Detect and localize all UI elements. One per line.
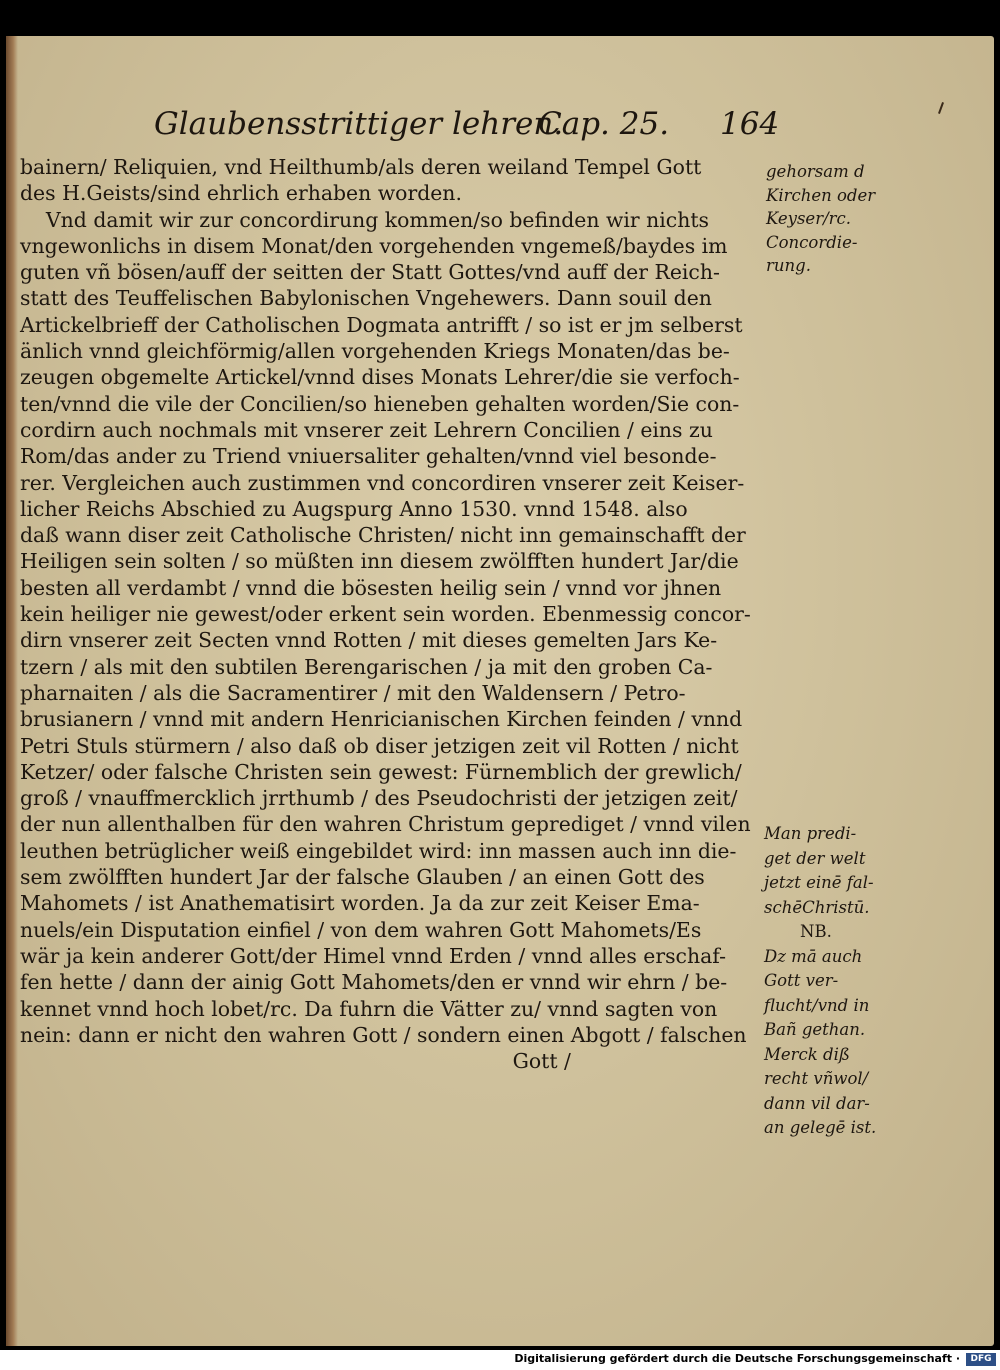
text-line: Petri Stuls stürmern / also daß ob diser jetzigen zeit vil Rotten / nicht (20, 733, 739, 758)
text-line: brusianern / vnnd mit andern Henricianischen Kirchen feinden / vnnd (20, 707, 743, 732)
margin-note-line: an gelegē ist. (764, 1118, 877, 1137)
text-line: Heiligen sein solten / so müßten inn diesem zwölfften hundert Jar/die (20, 549, 739, 574)
text-line: zeugen obgemelte Artickel/vnnd dises Monats Lehrer/die sie verfoch- (20, 365, 740, 390)
page-binding-edge (6, 36, 18, 1346)
text-line: licher Reichs Abschied zu Augspurg Anno 1530. vnnd 1548. also (20, 496, 688, 521)
page-number: 164 (720, 106, 780, 142)
margin-note-line: Kirchen oder (766, 185, 876, 205)
margin-note-bottom (764, 822, 876, 1141)
margin-note-line: Dz mā auch (764, 946, 863, 966)
text-line: sem zwölfften hundert Jar der falsche Glauben / an einen Gott des (20, 865, 705, 890)
text-line: bainern/ Reliquien, vnd Heilthumb/als deren weiland Tempel Gott (20, 155, 702, 179)
margin-note-line: flucht/vnd in (764, 995, 870, 1015)
text-line: daß wann diser zeit Catholische Christen/ nicht inn gemainschafft der (20, 523, 746, 548)
text-line: leuthen betrüglicher weiß eingebildet wird: inn massen auch inn die- (20, 838, 737, 863)
text-line: Ketzer/ oder falsche Christen sein gewest: Fürnemblich der grewlich/ (20, 759, 742, 784)
funding-credit: Digitalisierung gefördert durch die Deutsche Forschungsgemeinschaft · (514, 1352, 960, 1365)
text-line: wär ja kein anderer Gott/der Himel vnnd Erden / vnnd alles erschaf- (20, 943, 726, 968)
text-line: tzern / als mit den subtilen Berengarischen / ja mit den groben Ca- (20, 654, 713, 679)
text-line: kein heiliger nie gewest/oder erkent sein worden. Ebenmessig concor- (20, 602, 751, 627)
text-line: änlich vnnd gleichförmig/allen vorgehenden Kriegs Monaten/das be- (20, 339, 730, 364)
margin-note-line: Gott ver- (764, 971, 839, 990)
running-title: Glaubensstrittiger lehren. (154, 106, 564, 142)
margin-note-line: Merck diß (764, 1044, 850, 1064)
margin-note-line: dann vil dar- (764, 1093, 870, 1113)
text-line: besten all verdambt / vnnd die bösesten heilig sein / vnnd vor jhnen (20, 575, 722, 600)
text-line: ten/vnnd die vile der Concilien/so hieneben gehalten worden/Sie con- (20, 391, 740, 416)
text-line: Artickelbrieff der Catholischen Dogmata antrifft / so ist er jm selberst (20, 312, 743, 337)
text-line: Rom/das ander zu Triend vniuersaliter gehalten/vnnd viel besonde- (20, 444, 717, 469)
text-line: cordirn auch nochmals mit vnserer zeit Lehrern Concilien / eins zu (20, 417, 713, 442)
footer-bar (0, 1350, 1000, 1370)
margin-note-line: jetzt einē fal- (764, 873, 874, 892)
margin-note-line: schēChristū. (764, 897, 870, 917)
text-line: dirn vnserer zeit Secten vnnd Rotten / mit dieses gemelten Jars Ke- (20, 628, 718, 653)
text-line: der nun allenthalben für den wahren Christum geprediget / vnnd vilen (20, 812, 751, 837)
text-line: des H.Geists/sind ehrlich erhaben worden. (20, 181, 462, 206)
text-line: kennet vnnd hoch lobet/rc. Da fuhrn die Vätter zu/ vnnd sagten von (20, 996, 718, 1021)
chapter-label: Cap. 25. (538, 106, 670, 142)
text-line: rer. Vergleichen auch zustimmen vnd concordiren vnserer zeit Keiser- (20, 470, 745, 495)
dfg-logo: DFG (966, 1353, 996, 1366)
running-header (6, 106, 994, 156)
margin-note-line: Man predi- (764, 824, 857, 843)
margin-note-line: gehorsam d (766, 162, 865, 181)
margin-note-line: recht vñwol/ (764, 1069, 869, 1088)
book-page (6, 36, 994, 1346)
text-line: vngewonlichs in disem Monat/den vorgehenden vngemeß/baydes im (20, 233, 728, 258)
text-line: fen hette / dann der ainig Gott Mahomets/den er vnnd wir ehrn / be- (20, 970, 728, 995)
margin-note-line: Keyser/rc. (766, 209, 852, 228)
margin-note-line: Concordie- (766, 232, 858, 252)
body-text (20, 154, 778, 1074)
text-line: statt des Teuffelischen Babylonischen Vngehewers. Dann souil den (20, 286, 712, 311)
margin-note-top (766, 160, 875, 278)
text-line: nein: dann er nicht den wahren Gott / sondern einen Abgott / falschen (20, 1022, 747, 1047)
margin-note-line: rung. (766, 256, 811, 275)
margin-note-line: get der welt (764, 848, 866, 868)
text-line: nuels/ein Disputation einfiel / von dem wahren Gott Mahomets/Es (20, 917, 702, 942)
text-line: pharnaiten / als die Sacramentirer / mit den Waldensern / Petro- (20, 680, 686, 705)
text-line: Mahomets / ist Anathematisirt worden. Ja da zur zeit Keiser Ema- (20, 891, 700, 916)
text-line: Gott / (20, 1049, 571, 1074)
margin-note-line: Bañ gethan. (764, 1020, 866, 1039)
text-line: guten vñ bösen/auff der seitten der Statt Gottes/vnd auff der Reich- (20, 260, 720, 285)
text-line: groß / vnauffmercklich jrrthumb / des Pseudochristi der jetzigen zeit/ (20, 786, 738, 811)
margin-note-line: NB. (800, 922, 832, 941)
text-line: Vnd damit wir zur concordirung kommen/so befinden wir nichts (20, 207, 710, 232)
